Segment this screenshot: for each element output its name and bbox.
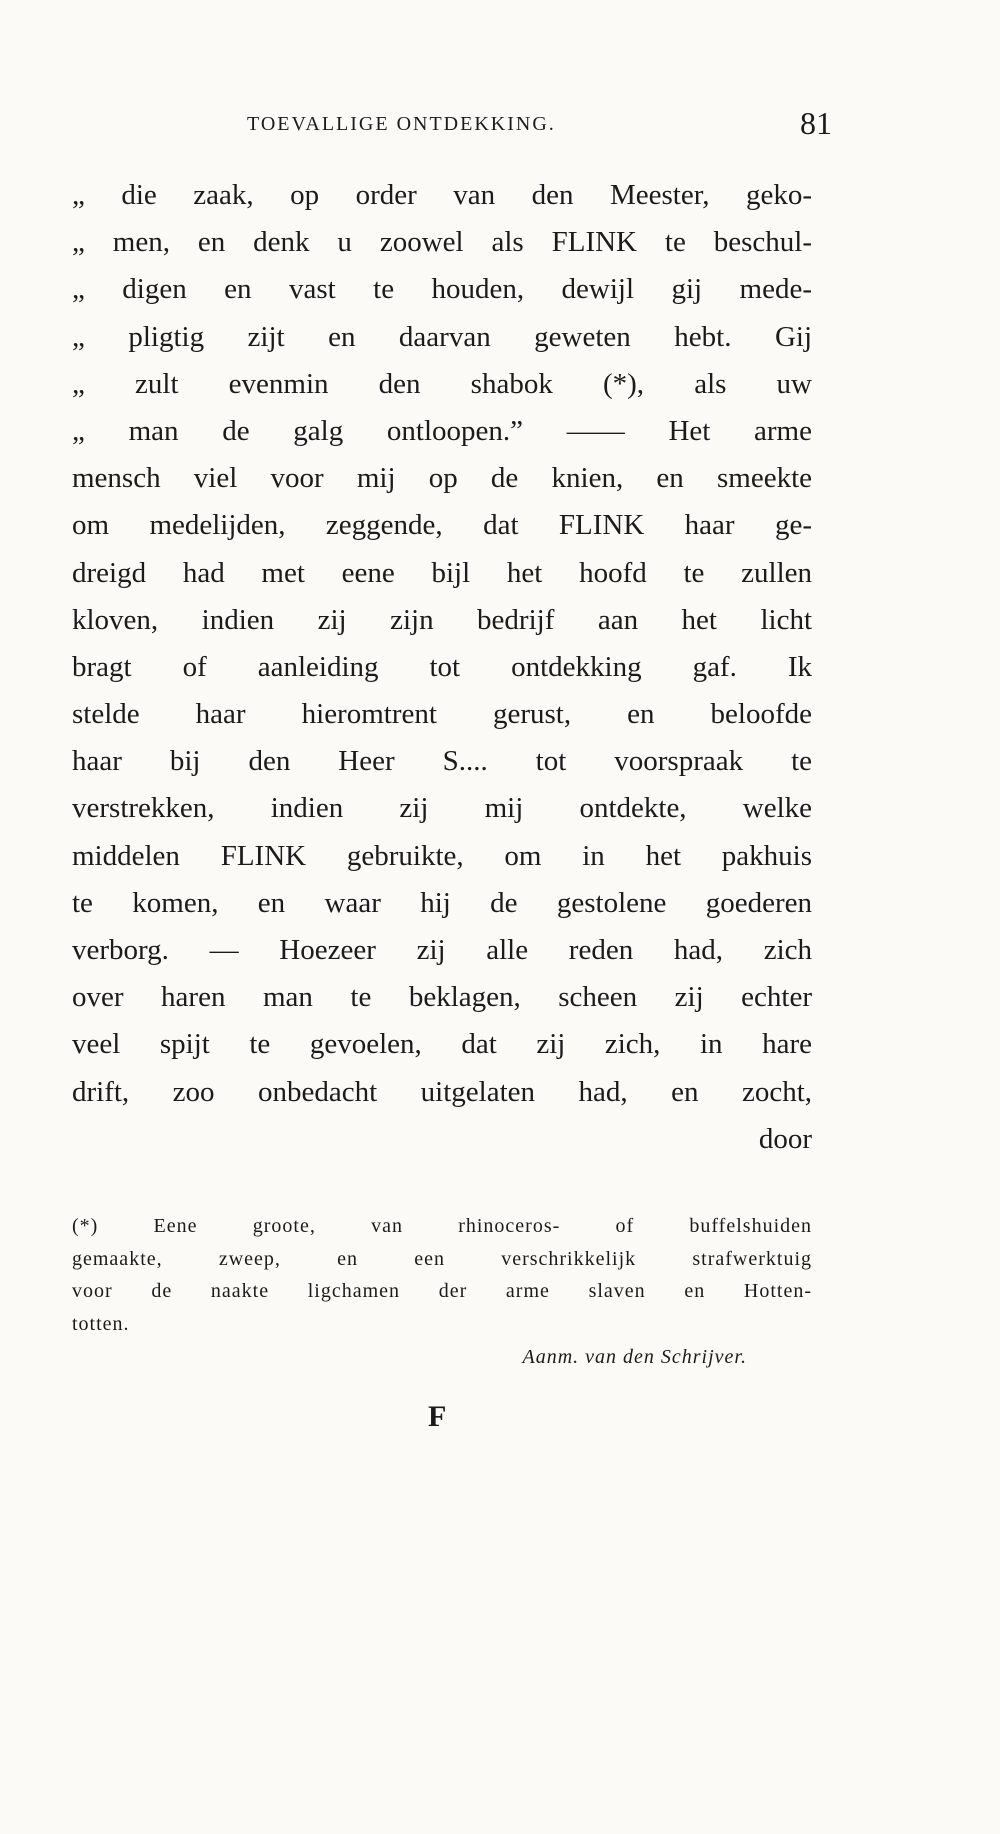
page-number: 81: [800, 105, 832, 141]
text-line: „ die zaak, op order van den Meester, geko-: [72, 179, 812, 211]
text-line: over haren man te beklagen, scheen zij echter: [72, 981, 812, 1014]
text-line: „ zult evenmin den shabok (*), als uw: [72, 367, 812, 400]
text-line: „ digen en vast te houden, dewijl gij mede-: [72, 273, 812, 306]
catchword: door: [758, 1122, 812, 1155]
text-line: veel spijt te gevoelen, dat zij zich, in hare: [72, 1028, 812, 1061]
footnote-attribution: Aanm. van den Schrijver.: [522, 1346, 747, 1368]
text-line: drift, zoo onbedacht uitgelaten had, en zocht,: [72, 1075, 812, 1108]
running-title: TOEVALLIGE ONTDEKKING.: [247, 113, 556, 135]
signature-mark: F: [428, 1400, 447, 1433]
text-line: „ pligtig zijt en daarvan geweten hebt. Gij: [72, 320, 812, 353]
text-line: mensch viel voor mij op de knien, en smeekte: [72, 462, 812, 495]
body-text: [72, 172, 812, 1163]
text-line: om medelijden, zeggende, dat FLINK haar ge-: [72, 509, 812, 542]
text-line: verborg. — Hoezeer zij alle reden had, zich: [72, 934, 812, 966]
text-line: verstrekken, indien zij mij ontdekte, welke: [72, 792, 812, 825]
text-line: „ man de galg ontloopen.” —— Het arme: [72, 414, 812, 447]
footnote-line: totten.: [72, 1312, 130, 1335]
text-line: haar bij den Heer S.... tot voorspraak te: [72, 745, 812, 778]
footnote-line: (*) Eene groote, van rhinoceros- of buffelshuiden: [72, 1215, 812, 1237]
text-line: dreigd had met eene bijl het hoofd te zullen: [72, 556, 812, 589]
text-line: bragt of aanleiding tot ontdekking gaf. Ik: [72, 650, 812, 683]
text-line: kloven, indien zij zijn bedrijf aan het licht: [72, 603, 812, 636]
text-line: „ men, en denk u zoowel als FLINK te beschul-: [72, 226, 812, 259]
text-line: te komen, en waar hij de gestolene goederen: [72, 886, 812, 919]
text-line: middelen FLINK gebruikte, om in het pakhuis: [72, 839, 812, 872]
footnote-line: voor de naakte ligchamen der arme slaven en Hotten-: [72, 1280, 812, 1302]
footnote-line: gemaakte, zweep, en een verschrikkelijk strafwerktuig: [72, 1247, 812, 1270]
running-head: [72, 105, 832, 145]
text-line: stelde haar hieromtrent gerust, en beloofde: [72, 698, 812, 731]
footnote: [72, 1210, 812, 1340]
